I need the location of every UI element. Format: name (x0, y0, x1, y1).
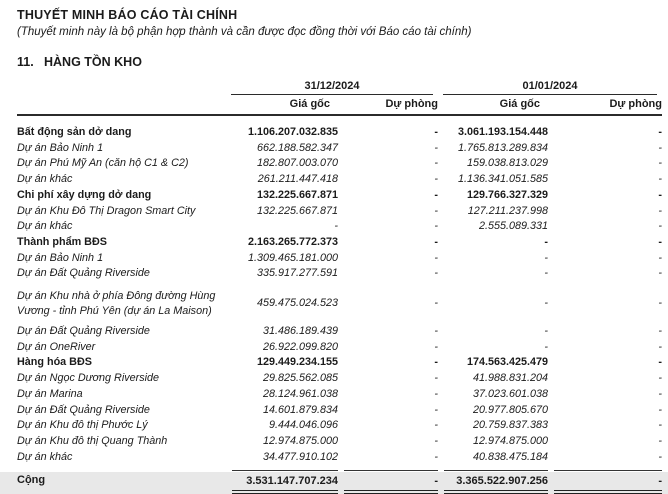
row-value-cost-opening: 159.038.813.029 (466, 157, 548, 170)
row-value-cost-current: 9.444.046.096 (268, 419, 338, 432)
row-value-provision-current: - (434, 251, 438, 264)
table-row (17, 282, 662, 324)
row-value-provision-opening: - (658, 340, 662, 353)
section-name: HÀNG TỒN KHO (44, 55, 142, 69)
column-header-cost-current: Giá gốc (226, 95, 338, 116)
row-value-cost-opening: - (544, 340, 548, 353)
row-value-provision-opening: - (658, 235, 662, 248)
table-row (17, 235, 662, 251)
row-value-provision-opening: - (658, 403, 662, 416)
row-value-provision-opening: - (658, 297, 662, 310)
row-value-provision-opening: - (658, 173, 662, 186)
row-label: Dự án OneRiver (17, 340, 96, 353)
row-value-cost-current: 129.449.234.155 (256, 356, 338, 369)
row-value-provision-current: - (434, 141, 438, 154)
row-value-provision-opening: - (658, 372, 662, 385)
row-label: Dự án Marina (17, 387, 83, 400)
row-value-cost-current: 34.477.910.102 (262, 450, 338, 463)
row-value-provision-opening: - (658, 450, 662, 463)
row-value-provision-current: - (434, 325, 438, 338)
row-value-cost-opening: 40.838.475.184 (472, 450, 548, 463)
row-label: Dự án Khu đô thị Quang Thành (17, 434, 168, 447)
table-row (17, 219, 662, 235)
column-header-provision-opening: Dự phòng (548, 95, 662, 116)
row-label: Dự án Đất Quảng Riverside (17, 267, 150, 280)
row-value-cost-opening: 20.977.805.670 (472, 403, 548, 416)
table-row (17, 116, 662, 141)
inventory-table (17, 80, 662, 494)
row-value-cost-current: - (334, 220, 338, 233)
row-label: Dự án Khu nhà ở phía Đông đường Hùng Vương - tỉnh Phú Yên (dự án La Maison) (17, 290, 216, 317)
row-value-provision-current: - (434, 419, 438, 432)
row-value-provision-current: - (434, 173, 438, 186)
row-value-provision-current: - (434, 188, 438, 201)
row-value-cost-current: 132.225.667.871 (256, 204, 338, 217)
row-label: Dự án Bảo Ninh 1 (17, 141, 104, 154)
row-value-cost-current: 26.922.099.820 (262, 340, 338, 353)
row-value-provision-opening: - (658, 141, 662, 154)
period-header-opening: 01/01/2024 (438, 80, 662, 95)
row-value-provision-current: - (434, 403, 438, 416)
row-value-cost-current: 335.917.277.591 (256, 267, 338, 280)
row-label: Dự án Phú Mỹ An (căn hộ C1 & C2) (17, 157, 189, 170)
row-label: Dự án Khu đô thị Phước Lý (17, 419, 148, 432)
row-value-provision-opening: - (658, 251, 662, 264)
row-value-provision-opening: - (658, 220, 662, 233)
row-value-cost-current: 1.309.465.181.000 (247, 251, 338, 264)
row-value-cost-opening: 174.563.425.479 (466, 356, 548, 369)
table-row (17, 251, 662, 267)
row-value-provision-opening: - (658, 204, 662, 217)
row-value-cost-current: 28.124.961.038 (262, 387, 338, 400)
section-number: 11. (17, 55, 34, 69)
row-value-provision-opening: - (658, 188, 662, 201)
table-row (17, 188, 662, 204)
row-value-cost-current: 459.475.024.523 (256, 297, 338, 310)
table-row (17, 371, 662, 387)
table-row (17, 324, 662, 340)
table-row (17, 418, 662, 434)
row-value-cost-opening: - (544, 235, 548, 248)
row-value-cost-opening: - (544, 251, 548, 264)
row-label: Dự án khác (17, 220, 73, 233)
column-header-row (17, 95, 662, 116)
row-value-cost-opening: - (544, 325, 548, 338)
row-value-cost-current: 12.974.875.000 (262, 434, 338, 447)
row-value-provision-opening: - (658, 356, 662, 369)
row-value-provision-opening: - (658, 434, 662, 447)
row-value-cost-current: 1.106.207.032.835 (247, 126, 338, 138)
row-value-cost-opening: 3.061.193.154.448 (457, 126, 548, 138)
row-value-cost-current: 2.163.265.772.373 (247, 235, 338, 248)
total-cost-opening: 3.365.522.907.256 (444, 470, 548, 494)
table-row (17, 340, 662, 356)
row-label: Dự án Ngọc Dương Riverside (17, 372, 160, 385)
row-label: Bất động sản dở dang (17, 126, 132, 138)
table-row (17, 266, 662, 282)
row-value-provision-current: - (434, 356, 438, 369)
row-value-cost-current: 29.825.562.085 (262, 372, 338, 385)
document-subtitle: (Thuyết minh này là bộ phận hợp thành và cần được đọc đồng thời với Báo cáo tài chính) (17, 26, 472, 38)
row-label: Thành phẩm BĐS (17, 235, 107, 248)
row-value-provision-opening: - (658, 387, 662, 400)
total-row (17, 465, 662, 494)
row-value-cost-opening: 20.759.837.383 (472, 419, 548, 432)
row-value-cost-opening: 41.988.831.204 (472, 372, 548, 385)
row-label: Dự án khác (17, 173, 73, 186)
label-column-header (17, 80, 226, 95)
total-provision-current: - (344, 470, 438, 494)
row-value-provision-opening: - (658, 267, 662, 280)
period-header-current: 31/12/2024 (226, 80, 438, 95)
table-body (17, 116, 662, 465)
row-value-cost-opening: 1.136.341.051.585 (457, 173, 548, 186)
row-value-provision-current: - (434, 297, 438, 310)
row-value-cost-opening: 127.211.237.998 (467, 204, 548, 217)
row-value-provision-opening: - (658, 325, 662, 338)
row-value-cost-current: 182.807.003.070 (256, 157, 338, 170)
row-value-cost-current: 31.486.189.439 (262, 325, 338, 338)
row-value-provision-current: - (434, 126, 438, 138)
row-label: Hàng hóa BĐS (17, 356, 92, 369)
row-label: Dự án Bảo Ninh 1 (17, 251, 104, 264)
total-label: Cộng (17, 473, 46, 486)
row-value-provision-current: - (434, 235, 438, 248)
row-value-provision-current: - (434, 204, 438, 217)
row-value-provision-current: - (434, 340, 438, 353)
row-value-cost-opening: 129.766.327.329 (466, 188, 548, 201)
document-title: THUYẾT MINH BÁO CÁO TÀI CHÍNH (17, 8, 238, 22)
table-row (17, 172, 662, 188)
row-label: Dự án khác (17, 450, 73, 463)
row-value-provision-opening: - (658, 126, 662, 138)
table-row (17, 156, 662, 172)
table-row (17, 141, 662, 157)
row-value-cost-opening: 37.023.601.038 (472, 387, 548, 400)
row-value-provision-current: - (434, 372, 438, 385)
row-value-provision-current: - (434, 387, 438, 400)
row-value-provision-current: - (434, 157, 438, 170)
row-value-cost-opening: - (544, 267, 548, 280)
row-value-cost-opening: 1.765.813.289.834 (457, 141, 548, 154)
row-value-provision-current: - (434, 220, 438, 233)
row-value-provision-opening: - (658, 157, 662, 170)
table-row (17, 403, 662, 419)
table-row (17, 387, 662, 403)
total-cost-current: 3.531.147.707.234 (232, 470, 338, 494)
row-value-provision-opening: - (658, 419, 662, 432)
row-value-cost-opening: 2.555.089.331 (478, 220, 548, 233)
row-value-cost-current: 662.188.582.347 (256, 141, 338, 154)
row-label: Dự án Đất Quảng Riverside (17, 403, 150, 416)
row-value-cost-current: 261.211.447.418 (257, 173, 338, 186)
total-provision-opening: - (554, 470, 662, 494)
row-value-provision-current: - (434, 450, 438, 463)
table-row (17, 450, 662, 466)
row-value-cost-current: 132.225.667.871 (256, 188, 338, 201)
row-label: Dự án Khu Đô Thị Dragon Smart City (17, 204, 196, 217)
row-value-provision-current: - (434, 267, 438, 280)
row-label: Dự án Đất Quảng Riverside (17, 325, 150, 338)
row-value-cost-opening: - (544, 297, 548, 310)
table-row (17, 434, 662, 450)
column-header-cost-opening: Giá gốc (438, 95, 548, 116)
row-value-cost-current: 14.601.879.834 (262, 403, 338, 416)
row-label: Chi phí xây dựng dở dang (17, 188, 152, 201)
section-title (17, 55, 662, 69)
column-header-provision-current: Dự phòng (338, 95, 438, 116)
period-header-row (17, 80, 662, 95)
table-row (17, 204, 662, 220)
row-value-provision-current: - (434, 434, 438, 447)
table-row (17, 355, 662, 371)
row-value-cost-opening: 12.974.875.000 (472, 434, 548, 447)
